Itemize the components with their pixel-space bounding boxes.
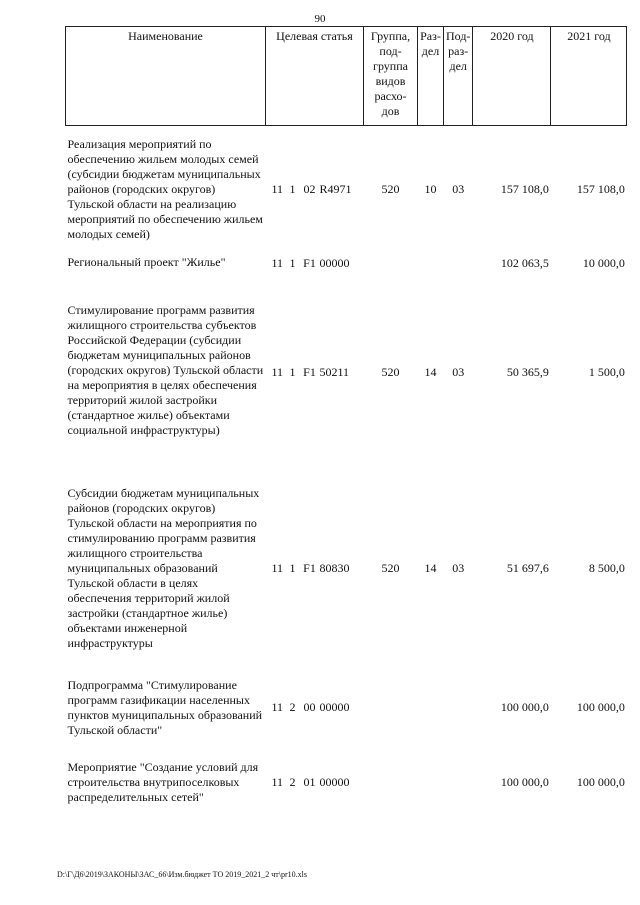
code-event: F1 <box>303 255 316 270</box>
row-target-code <box>266 750 364 816</box>
code-direction: 00000 <box>319 255 350 270</box>
row-podrazdel: 03 <box>452 182 465 197</box>
row-podrazdel: 03 <box>452 364 465 379</box>
row-2021: 1 500,0 <box>588 364 625 379</box>
row-razdel: 14 <box>424 560 437 575</box>
row-name: Стимулирование программ развития жилищного строительства субъектов Российской Федерации (субсидии бюджетам муниципальных районов (городских округов) Тульской области на мероприятия в целях обеспечения территорий жилой застройки (стандартное жилье) объектами социальной инфраструктуры) <box>67 303 264 437</box>
code-event: F1 <box>303 364 316 379</box>
row-name: Реализация мероприятий по обеспечению жильем молодых семей (субсидии бюджетам муниципальных районов (городских округов) Тульской области на реализацию мероприятий по обеспечению жильем молодых семей) <box>67 137 263 242</box>
row-2021: 100 000,0 <box>576 775 625 789</box>
header-group: Группа, под-группа видов расхо-дов <box>364 27 418 126</box>
page-number: 90 <box>314 13 326 25</box>
header-2020: 2020 год <box>473 27 551 126</box>
row-2020: 100 000,0 <box>500 700 549 714</box>
row-2020: 102 063,5 <box>500 255 549 270</box>
row-name: Подпрограмма "Стимулирование программ газификации населенных пунктов муниципальных образований Тульской области" <box>67 677 263 737</box>
row-2021: 100 000,0 <box>576 700 625 714</box>
row-2021: 8 500,0 <box>588 560 625 575</box>
code-direction: 50211 <box>319 364 350 379</box>
row-razdel: 14 <box>424 364 437 379</box>
header-target: Целевая статья <box>266 27 364 126</box>
row-target-code <box>266 666 364 750</box>
row-name: Субсидии бюджетам муниципальных районов (городских округов) Тульской области на мероприятия по стимулированию программ развития жилищного строительства муниципальных образований Тульской области в целях обеспечения территорий жилой застройки (стандартное жилье) объектами инженерной инфраструктуры <box>67 485 260 650</box>
row-2021: 10 000,0 <box>582 255 625 270</box>
row-name: Региональный проект "Жилье" <box>67 254 226 269</box>
code-subprogram: 1 <box>289 364 296 379</box>
code-subprogram: 1 <box>289 255 296 270</box>
row-2021: 157 108,0 <box>576 182 625 197</box>
row-target-code <box>266 271 364 471</box>
code-program: 11 <box>271 560 284 575</box>
code-direction: 80830 <box>319 560 350 575</box>
row-podrazdel <box>444 254 473 271</box>
code-event: 02 <box>303 182 316 197</box>
code-subprogram: 2 <box>289 700 296 714</box>
row-group: 520 <box>381 364 400 379</box>
row-group: 520 <box>381 560 400 575</box>
code-subprogram: 1 <box>289 182 296 197</box>
code-direction: 00000 <box>319 775 350 789</box>
row-2020: 157 108,0 <box>500 182 549 197</box>
code-program: 11 <box>271 255 284 270</box>
row-group <box>364 254 418 271</box>
table-row <box>66 254 627 271</box>
row-podrazdel <box>444 666 473 750</box>
header-row <box>66 27 627 126</box>
code-event: 00 <box>303 700 316 714</box>
row-target-code <box>266 126 364 254</box>
code-event: 01 <box>303 775 316 789</box>
code-program: 11 <box>271 700 284 714</box>
code-program: 11 <box>271 364 284 379</box>
row-group <box>364 666 418 750</box>
row-razdel <box>418 254 444 271</box>
row-target-code <box>266 471 364 666</box>
table-row <box>66 471 627 666</box>
header-name: Наименование <box>66 27 266 126</box>
row-name: Мероприятие "Создание условий для строительства внутрипоселковых распределительных сетей" <box>67 760 259 804</box>
code-direction: 00000 <box>319 700 350 714</box>
code-program: 11 <box>271 182 284 197</box>
row-razdel: 10 <box>424 182 437 197</box>
file-path-footer: D:\Г\Д6\2019\ЗАКОНЫ\ЗАС_66\Изм.бюджет ТО 2019_2021_2 чт\pr10.xls <box>57 870 307 879</box>
code-subprogram: 1 <box>289 560 296 575</box>
code-direction: R4971 <box>319 182 352 197</box>
table-row <box>66 666 627 750</box>
row-podrazdel: 03 <box>452 560 465 575</box>
row-2020: 50 365,9 <box>506 364 549 379</box>
header-razdel: Раз-дел <box>418 27 444 126</box>
code-program: 11 <box>271 775 284 789</box>
header-2021: 2021 год <box>551 27 627 126</box>
table-row <box>66 126 627 254</box>
row-razdel <box>418 750 444 816</box>
row-podrazdel <box>444 750 473 816</box>
code-subprogram: 2 <box>289 775 296 789</box>
table-row <box>66 750 627 816</box>
row-group <box>364 750 418 816</box>
row-2020: 51 697,6 <box>506 560 549 575</box>
header-podrazdel: Под-раз-дел <box>444 27 473 126</box>
table-row <box>66 271 627 471</box>
row-group: 520 <box>381 182 400 197</box>
budget-table <box>65 26 627 816</box>
code-event: F1 <box>303 560 316 575</box>
row-2020: 100 000,0 <box>500 775 549 789</box>
row-target-code <box>266 254 364 271</box>
row-razdel <box>418 666 444 750</box>
